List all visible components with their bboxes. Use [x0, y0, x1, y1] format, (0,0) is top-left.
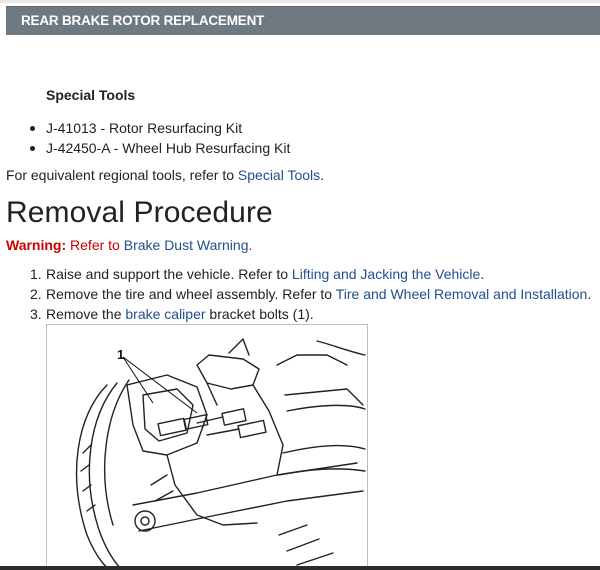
special-tools-heading: Special Tools	[46, 87, 136, 103]
top-border	[0, 0, 600, 3]
step-number: 1.	[30, 266, 42, 282]
tire-wheel-removal-link[interactable]: Tire and Wheel Removal and Installation	[335, 286, 588, 302]
step-item	[0, 304, 591, 324]
step-number: 2.	[30, 286, 42, 302]
step-text: Raise and support the vehicle. Refer to	[46, 266, 292, 282]
procedure-heading: Removal Procedure	[6, 196, 273, 229]
procedure-steps	[0, 264, 591, 324]
brake-dust-warning-link[interactable]: Brake Dust Warning	[123, 237, 249, 253]
equivalent-prefix: For equivalent regional tools, refer to	[6, 167, 238, 183]
step-suffix: .	[587, 286, 592, 302]
section-header-bar	[6, 6, 600, 35]
lifting-jacking-link[interactable]: Lifting and Jacking the Vehicle	[291, 266, 481, 282]
equivalent-suffix: .	[320, 167, 325, 183]
bullet-icon	[30, 126, 35, 131]
list-item	[0, 118, 290, 138]
special-tools-list	[0, 118, 290, 158]
bullet-icon	[30, 146, 35, 151]
brake-caliper-link[interactable]: brake caliper	[125, 306, 206, 322]
warning-label: Warning:	[6, 237, 67, 253]
step-text: Remove the tire and wheel assembly. Refer to	[46, 286, 336, 302]
callout-number: 1	[117, 347, 125, 362]
warning-note	[6, 237, 252, 253]
step-suffix: .	[480, 266, 485, 282]
page-title: REAR BRAKE ROTOR REPLACEMENT	[21, 13, 265, 28]
step-text: Remove the	[46, 306, 126, 322]
step-number: 3.	[30, 306, 42, 322]
warning-suffix: .	[248, 237, 253, 253]
step-item	[0, 264, 591, 284]
tool-item-text: J-42450-A - Wheel Hub Resurfacing Kit	[46, 140, 291, 156]
brake-caliper-bracket-illustration	[46, 324, 368, 570]
caliper-bracket-diagram	[47, 325, 368, 570]
step-suffix: bracket bolts (1).	[205, 306, 314, 322]
warning-prefix: Refer to	[66, 237, 124, 253]
bottom-edge	[0, 566, 600, 570]
equivalent-tools-note	[6, 167, 324, 183]
list-item	[0, 138, 290, 158]
tool-item-text: J-41013 - Rotor Resurfacing Kit	[46, 120, 243, 136]
special-tools-link[interactable]: Special Tools	[237, 167, 321, 183]
step-item	[0, 284, 591, 304]
